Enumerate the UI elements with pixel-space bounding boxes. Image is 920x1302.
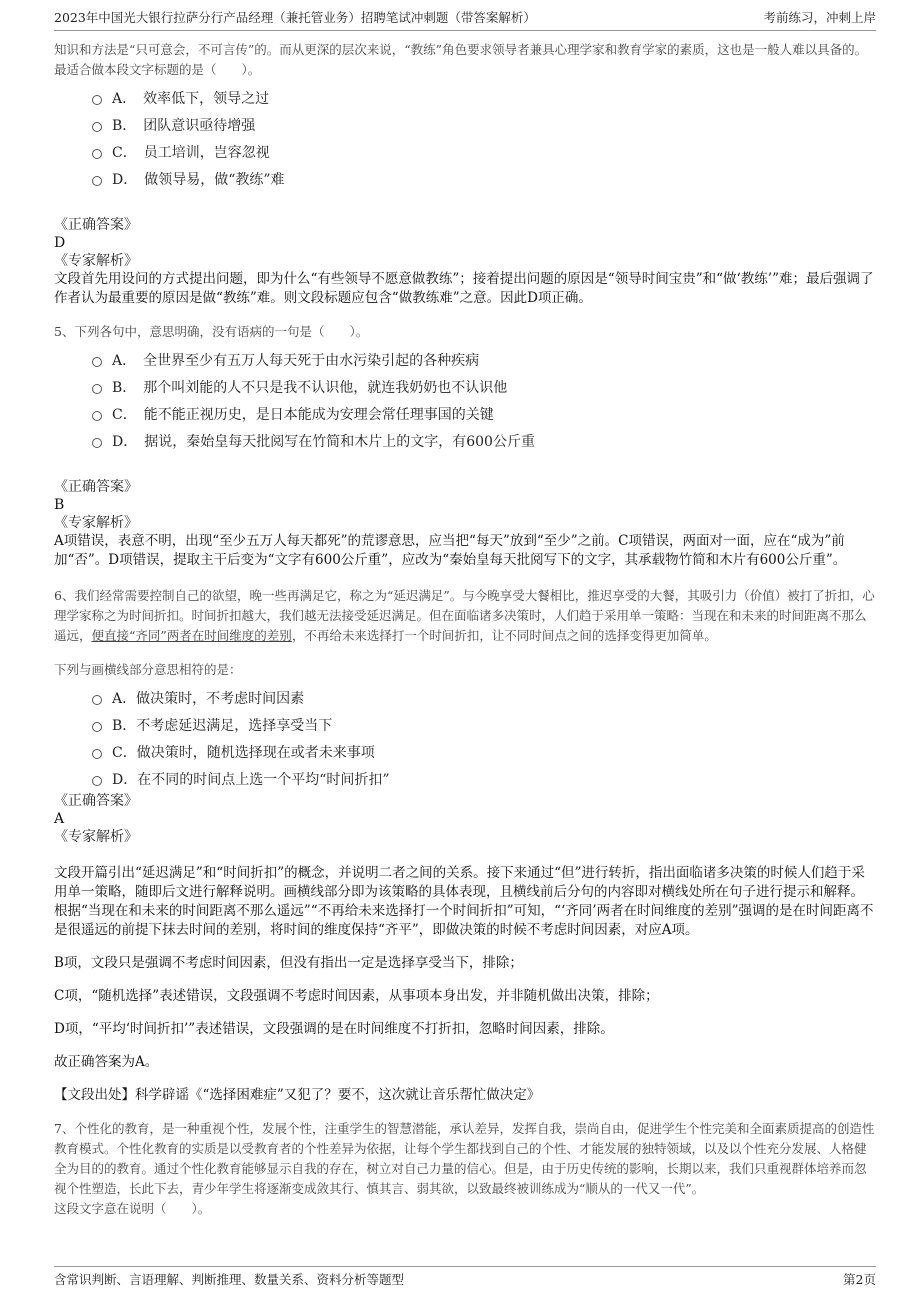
question-4 [54,40,876,308]
q4-option-b[interactable]: B． 团队意识亟待增强 [92,111,876,138]
q6-underlined-text: 便直接“齐同”两者在时间维度的差别 [91,628,292,643]
q4-answer-label: 《正确答案》 [54,217,138,233]
q5-option-b[interactable]: B． 那个叫刘能的人不只是我不认识他，就连我奶奶也不认识他 [92,373,876,400]
q5-option-a[interactable]: A． 全世界至少有五万人每天死于由水污染引起的各种疾病 [92,346,876,373]
question-6 [54,586,876,1105]
q5-analysis-label: 《专家解析》 [54,515,138,531]
q6-analysis-para-4: D项，“平均‘时间折扣’”表述错误，文段强调的是在时间维度不打折扣，忽略时间因素，排除。 [54,1021,614,1037]
q6-passage: 6、我们经常需要控制自己的欲望，晚一些再满足它，称之为“延迟满足”。与今晚享受大餐相比，推迟享受的大餐，其吸引力（价值）被打了折扣，心理学家称之为时间折扣。时间折扣越大，我们越无法接受延迟满足。但在面临诸多决策时，人们趋于采用单一策略：当现在和未来的时间距离不那么遥远，便直接“齐同”两者在时间维度的差别，不再给未来选择打一个时间折扣，让不同时间点之间的选择变得更加简单。 [54,588,875,643]
radio-icon[interactable] [92,122,102,132]
q7-passage: 7、个性化的教育，是一种重视个性，发展个性，注重学生的智慧潜能，承认差异，发挥自我，崇尚自由，促进学生个性完美和全面素质提高的创造性教育模式。个性化教育的实质是以受教育者的个性差异为依据，让每个学生都找到自己的个性、才能发展的独特领域，以及以个性充分发展、人格健全为目的的教育。通过个性化教育能够显示自我的存在，树立对自己力量的信心。但是，由于历史传统的影响，长期以来，我们只重视群体培养而忽视个性塑造，长此下去，青少年学生将逐渐变成敛其行、慎其言、弱其欲，以致最终被训练成为“顺从的一代又一代”。 [54,1121,875,1196]
radio-icon[interactable] [92,695,102,705]
q6-option-a[interactable]: A．做决策时，不考虑时间因素 [92,684,876,711]
page-footer [54,1270,876,1288]
q5-stem: 5、下列各句中，意思明确，没有语病的一句是（ ）。 [54,324,369,339]
q4-analysis: 文段首先用设问的方式提出问题，即为什么“有些领导不愿意做教练”；接着提出问题的原因是“领导时间宝贵”和“做‘教练’”难；最后强调了作者认为最重要的原因是做“教练”难。则文段标题应包含“做教练难”之意。因此D项正确。 [54,271,874,306]
page-content [54,40,876,1219]
q4-analysis-label: 《专家解析》 [54,253,138,269]
radio-icon[interactable] [92,149,102,159]
q4-stem: 最适合做本段文字标题的是（ ）。 [54,62,261,77]
question-5 [54,322,876,570]
q4-option-d[interactable]: D． 做领导易，做“教练”难 [92,165,876,192]
q6-source: 【文段出处】科学辟谣《“选择困难症”又犯了？要不，这次就让音乐帮忙做决定》 [54,1087,541,1103]
radio-icon[interactable] [92,357,102,367]
q6-analysis-para-3: C项，“随机选择”表述错误，文段强调不考虑时间因素，从事项本身出发，并非随机做出决策，排除； [54,988,659,1004]
q4-answer: D [54,235,66,251]
q6-option-c[interactable]: C．做决策时，随机选择现在或者未来事项 [92,738,876,765]
radio-icon[interactable] [92,749,102,759]
q5-analysis: A项错误，表意不明，出现“至少五万人每天都死”的荒谬意思，应当把“每天”放到“至少”之前。C项错误，两面对一面，应在“成为”前加“否”。D项错误，提取主干后变为“文字有600公斤重”，应改为“秦始皇每天批阅写下的文字，其承载物竹简和木片有600公斤重”。 [54,533,847,568]
q5-options [92,346,876,454]
radio-icon[interactable] [92,95,102,105]
header-title: 2023年中国光大银行拉萨分行产品经理（兼托管业务）招聘笔试冲刺题（带答案解析） [54,10,536,25]
q6-option-d[interactable]: D．在不同的时间点上选一个平均“时间折扣” [92,765,876,792]
q4-options [92,84,876,192]
q6-analysis-para-2: B项，文段只是强调不考虑时间因素，但没有指出一定是选择享受当下，排除； [54,955,523,971]
q6-analysis-label: 《专家解析》 [54,829,138,845]
radio-icon[interactable] [92,776,102,786]
q5-answer-label: 《正确答案》 [54,479,138,495]
q6-analysis-para-1: 文段开篇引出“延迟满足”和“时间折扣”的概念，并说明二者之间的关系。接下来通过“但”进行转折，指出面临诸多决策的时候人们趋于采用单一策略，随即后文进行解释说明。画横线部分即为该策略的具体表现，且横线前后分句的内容即对横线处所在句子进行提示和解释。根据“当现在和未来的时间距离不那么遥远”“不再给未来选择打一个时间折扣”可知，“‘齐同’两者在时间维度的差别”强调的是在时间距离不是很遥远的前提下抹去时间的差别，将时间的维度保持“齐平”，即做决策的时候不考虑时间因素，对应A项。 [54,865,874,938]
q6-options [92,684,876,792]
footer-note: 含常识判断、言语理解、判断推理、数量关系、资料分析等题型 [54,1272,405,1287]
q6-answer-label: 《正确答案》 [54,793,138,809]
page-header [54,8,876,30]
q4-option-c[interactable]: C． 员工培训，岂容忽视 [92,138,876,165]
q5-option-d[interactable]: D． 据说，秦始皇每天批阅写在竹简和木片上的文字，有600公斤重 [92,427,876,454]
radio-icon[interactable] [92,722,102,732]
q7-stem: 这段文字意在说明（ ）。 [54,1201,211,1216]
q6-analysis-conclusion: 故正确答案为A。 [54,1054,159,1070]
footer-divider [54,1266,876,1267]
q4-option-a[interactable]: A． 效率低下，领导之过 [92,84,876,111]
page-number: 第2页 [843,1272,876,1287]
header-divider [54,30,876,31]
header-slogan: 考前练习，冲刺上岸 [763,10,876,25]
q6-answer: A [54,811,65,827]
q4-passage: 知识和方法是“只可意会，不可言传”的。而从更深的层次来说，“教练”角色要求领导者兼具心理学家和教育学家的素质，这也是一般人难以具备的。 [54,42,868,57]
question-7 [54,1119,876,1219]
radio-icon[interactable] [92,411,102,421]
q6-stem: 下列与画横线部分意思相符的是： [54,662,242,677]
q6-option-b[interactable]: B．不考虑延迟满足，选择享受当下 [92,711,876,738]
q5-option-c[interactable]: C． 能不能正视历史，是日本能成为安理会常任理事国的关键 [92,400,876,427]
radio-icon[interactable] [92,438,102,448]
radio-icon[interactable] [92,384,102,394]
radio-icon[interactable] [92,176,102,186]
q5-answer: B [54,497,65,513]
